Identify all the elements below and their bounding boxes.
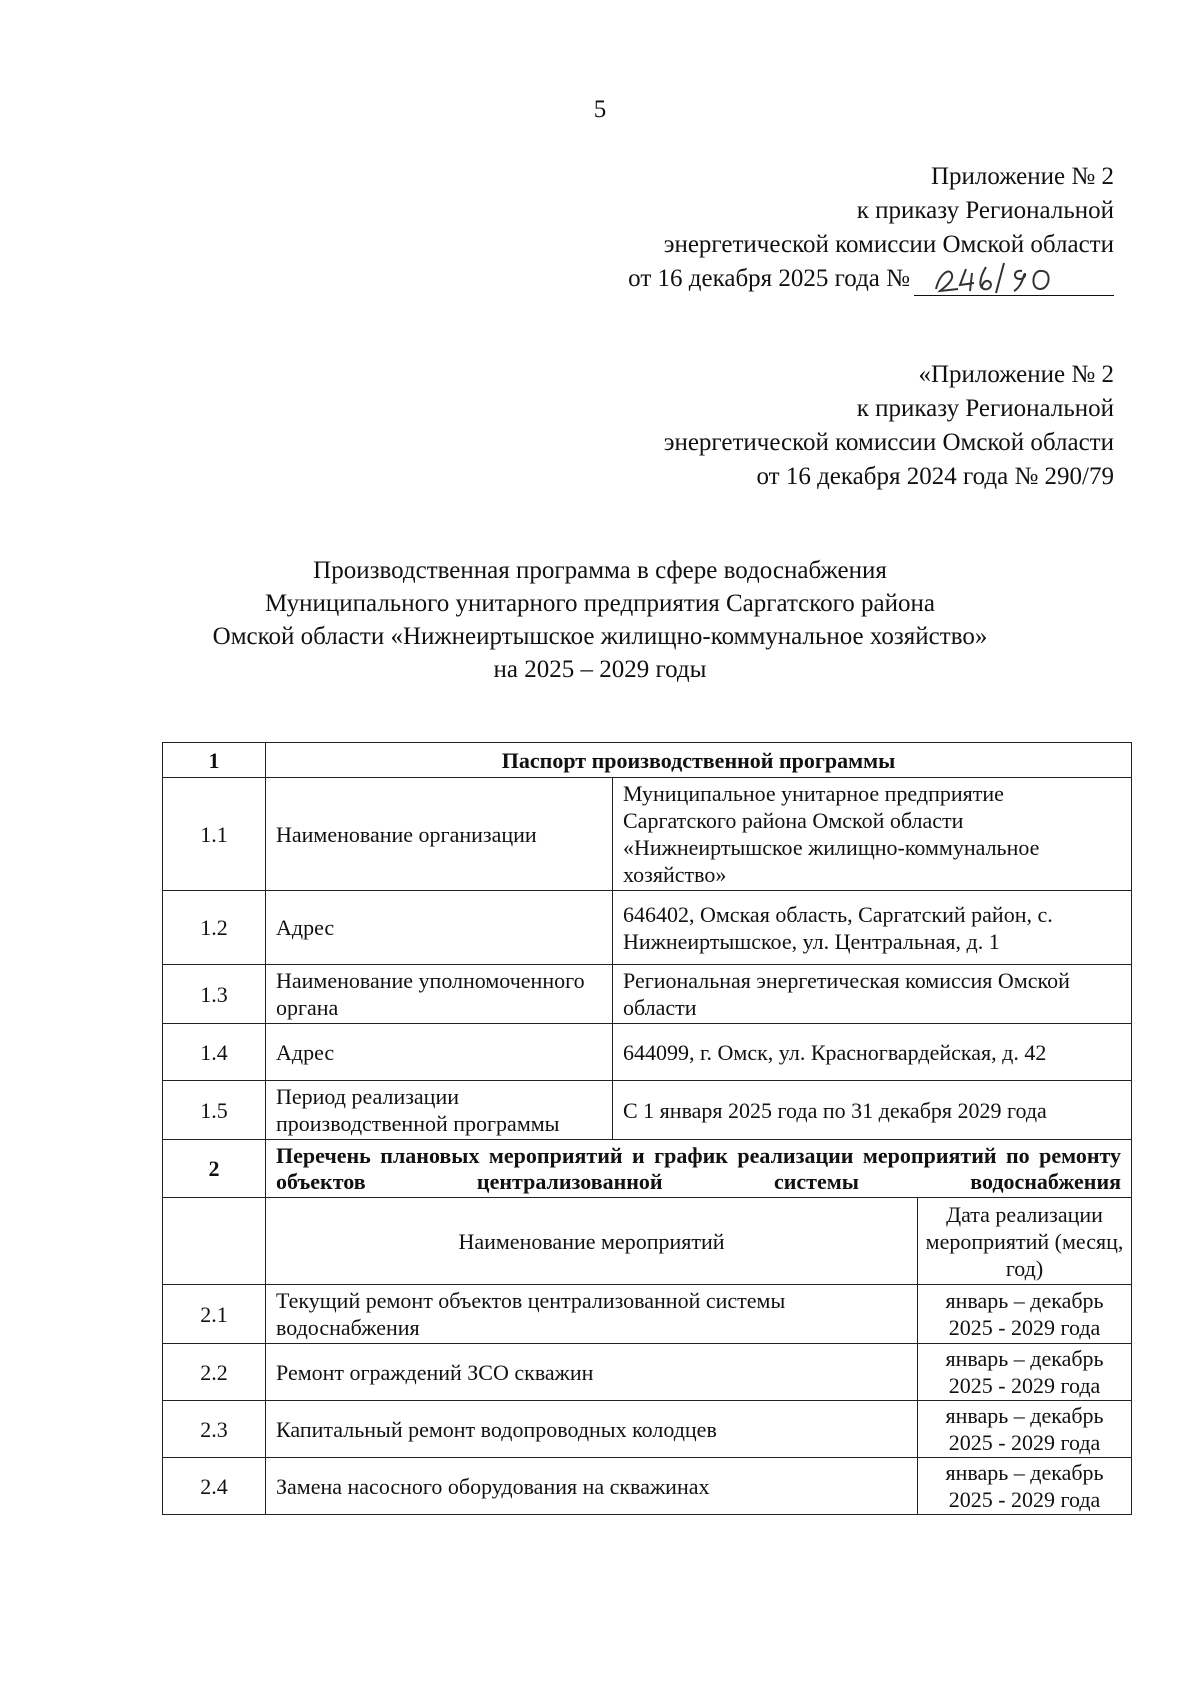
title-line-2: Муниципального унитарного предприятия Саргатского района (265, 590, 935, 617)
activity-name: Текущий ремонт объектов централизованной системы водоснабжения (266, 1285, 918, 1344)
activity-name: Ремонт ограждений ЗСО скважин (266, 1344, 918, 1401)
empty-cell (163, 1198, 266, 1285)
program-table (162, 742, 1132, 1515)
table-row (163, 1285, 1132, 1344)
row-number: 1.2 (163, 891, 266, 965)
row-number: 2.4 (163, 1458, 266, 1515)
row-number: 1.3 (163, 965, 266, 1024)
activity-date: январь – декабрь 2025 - 2029 года (918, 1344, 1132, 1401)
row-label: Наименование уполномоченного органа (266, 965, 613, 1024)
row-value: 646402, Омская область, Саргатский район, с. Нижнеиртышское, ул. Центральная, д. 1 (613, 891, 1132, 965)
column-header-date: Дата реализации мероприятий (месяц, год) (918, 1198, 1132, 1285)
appendix-header-old (664, 358, 1114, 494)
appendix-order-date-line (628, 262, 1114, 296)
appendix-old-commission: энергетической комиссии Омской области (663, 429, 1114, 456)
row-number: 2.2 (163, 1344, 266, 1401)
table-row (163, 1081, 1132, 1140)
row-label: Период реализации производственной программы (266, 1081, 613, 1140)
row-label: Адрес (266, 891, 613, 965)
section-1-header-row (163, 743, 1132, 778)
column-header-row (163, 1198, 1132, 1285)
row-value: Региональная энергетическая комиссия Омской области (613, 965, 1132, 1024)
activity-name: Капитальный ремонт водопроводных колодцев (266, 1401, 918, 1458)
column-header-name: Наименование мероприятий (266, 1198, 918, 1285)
activity-date: январь – декабрь 2025 - 2029 года (918, 1401, 1132, 1458)
activity-date: январь – декабрь 2025 - 2029 года (918, 1285, 1132, 1344)
handwriting-signature-icon (930, 261, 1080, 295)
row-number: 1.4 (163, 1024, 266, 1081)
section-2-header-row (163, 1140, 1132, 1198)
appendix-order-ref: к приказу Региональной (856, 197, 1114, 224)
row-number: 1.1 (163, 778, 266, 891)
table-row (163, 778, 1132, 891)
row-number: 2.3 (163, 1401, 266, 1458)
appendix-old-order-ref: к приказу Региональной (856, 395, 1114, 422)
page-number: 5 (593, 96, 607, 123)
row-label: Адрес (266, 1024, 613, 1081)
handwritten-order-number (914, 265, 1114, 296)
section-number: 2 (163, 1140, 266, 1198)
row-number: 2.1 (163, 1285, 266, 1344)
appendix-header-new (628, 160, 1114, 296)
row-number: 1.5 (163, 1081, 266, 1140)
row-label: Наименование организации (266, 778, 613, 891)
section-number: 1 (163, 743, 266, 778)
table-row (163, 891, 1132, 965)
appendix-title: Приложение № 2 (930, 163, 1114, 190)
table-row (163, 1024, 1132, 1081)
title-line-3: Омской области «Нижнеиртышское жилищно-коммунальное хозяйство» (212, 623, 988, 650)
appendix-old-title: «Приложение № 2 (918, 361, 1114, 388)
row-value: Муниципальное унитарное предприятие Саргатского района Омской области «Нижнеиртышское жилищно-коммунальное хозяйство» (613, 778, 1132, 891)
row-value: С 1 января 2025 года по 31 декабря 2029 года (613, 1081, 1132, 1140)
appendix-order-date: от 16 декабря 2025 года № (628, 265, 910, 292)
title-line-4: на 2025 – 2029 годы (493, 656, 707, 683)
activity-date: январь – декабрь 2025 - 2029 года (918, 1458, 1132, 1515)
section-heading: Перечень плановых мероприятий и график реализации мероприятий по ремонту объектов централизованной системы водоснабжения (266, 1140, 1132, 1198)
row-value: 644099, г. Омск, ул. Красногвардейская, д. 42 (613, 1024, 1132, 1081)
table-row (163, 1344, 1132, 1401)
section-heading: Паспорт производственной программы (266, 743, 1132, 778)
appendix-old-order-date: от 16 декабря 2024 года № 290/79 (756, 463, 1114, 490)
document-title (0, 554, 1200, 686)
activity-name: Замена насосного оборудования на скважинах (266, 1458, 918, 1515)
table-row (163, 1401, 1132, 1458)
appendix-commission: энергетической комиссии Омской области (663, 231, 1114, 258)
title-line-1: Производственная программа в сфере водоснабжения (313, 557, 887, 584)
table-row (163, 965, 1132, 1024)
table-row (163, 1458, 1132, 1515)
